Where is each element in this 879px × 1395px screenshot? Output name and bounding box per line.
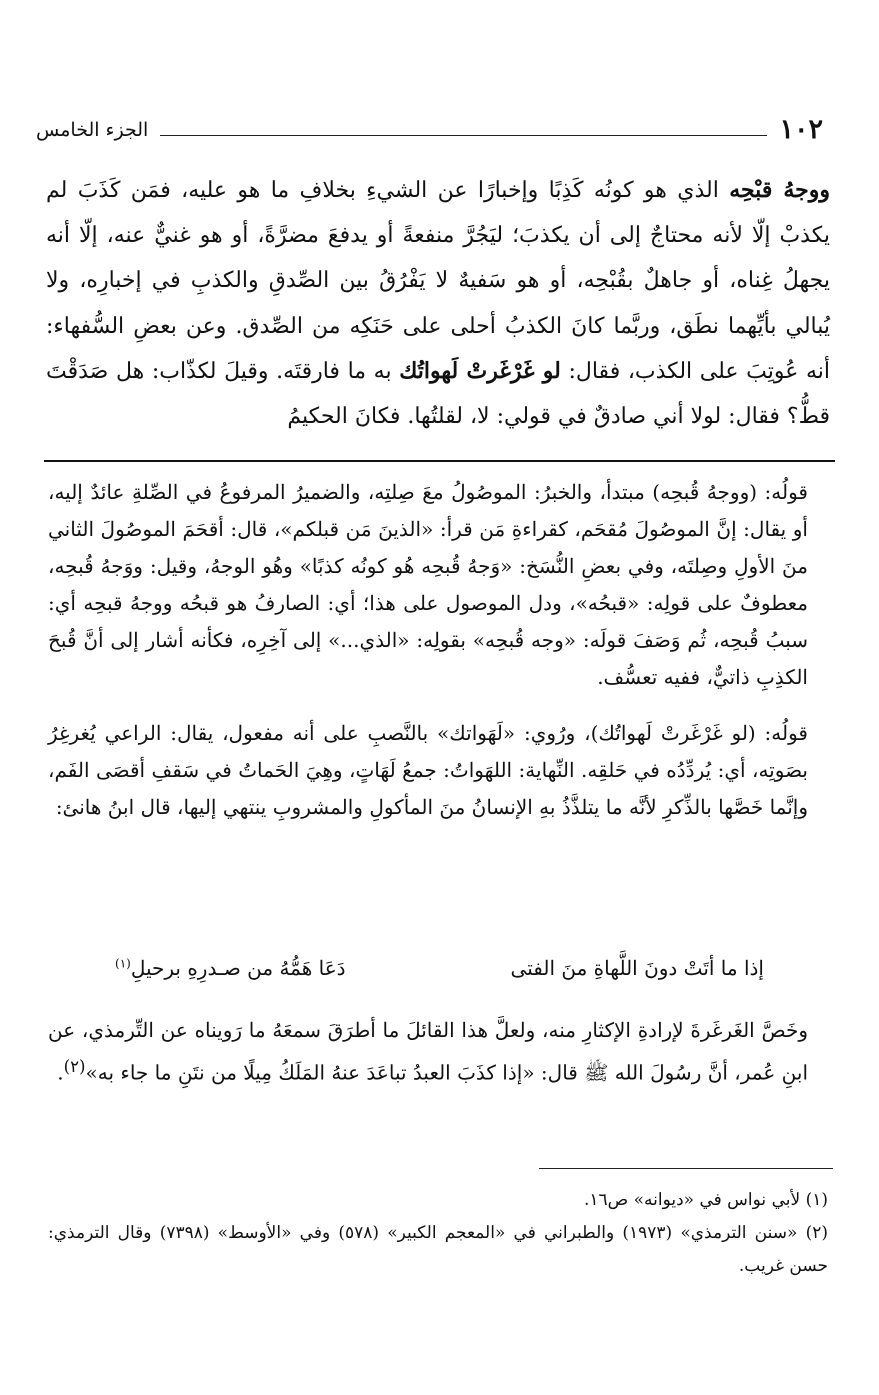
commentary-block	[48, 474, 828, 826]
footnote-marker-2: (٢)	[63, 1056, 86, 1076]
main-text-part-1: الذي هو كونُه كَذِبًا وإخبارًا عن الشيءِ بخلافِ ما هو عليه، فمَن كَذَبَ لم يكذبْ إلّا لأنه محتاجٌ إلى أن يكذبَ؛ ليَجُرَّ منفعةً أو يدفعَ مضرَّةً، أو هو غنيٌّ عنه، إلّا أنه يجهلُ غِناه، أو جاهلٌ بقُبْحِه، أو هو سَفيهٌ لا يَفْرُقُ بين الصِّدقِ والكذبِ في إخبارِه، ولا يُبالي بأيِّهما نطَق، وربَّما كانَ الكذبُ أحلى على حَنَكِه من الصِّدق. وعن بعضِ السُّفهاء: أنه عُوتِبَ على الكذب، فقال:	[46, 178, 830, 384]
verse-first-hemistich: إذا ما أتَتْ دونَ اللَّهاةِ منَ الفتى	[510, 956, 764, 980]
page-header	[36, 112, 823, 148]
main-text-lead: ووجهُ قبْحِه	[729, 177, 830, 203]
footnotes	[48, 1184, 828, 1283]
header-rule	[160, 135, 767, 136]
footnote-text: «سنن الترمذي» (١٩٧٣) والطبراني في «المعجم الكبير» (٥٧٨) وفي «الأوسط» (٧٣٩٨) وقال الترمذي: حسن غريب.	[48, 1223, 828, 1276]
footnote-2	[48, 1217, 828, 1283]
footnote-number: (١)	[805, 1190, 828, 1210]
commentary-paragraph-2: قولُه: (لو غَرْغَرتْ لَهواتُك)، ورُوي: «لَهَواتك» بالنَّصبِ على أنه مفعول، يقال: الراعي يُغرغِرُ بصَوتِه، أي: يُردِّدُه في حَلقِه. النِّهاية: اللهَواتُ: جمعُ لَهَاتٍ، وهِيَ الحَماتُ في سَقفِ أقصَى الفَم، وإنَّما خَصَّها بالذِّكرِ لأنَّه ما يتلذَّذُ بهِ الإنسانُ منَ المأكولِ والمشروبِ ينتهي إليها، قال ابنُ هانئ:	[48, 721, 808, 820]
poetry-verse	[60, 948, 819, 988]
footnote-marker-1: (١)	[115, 956, 131, 971]
commentary-paragraph-1: قولُه: (ووجهُ قُبحِه) مبتدأ، والخبرُ: الموصُولُ معَ صِلتِه، والضميرُ المرفوعُ في الصِّلةِ عائدٌ إليه، أو يقال: إنَّ الموصُولَ مُقحَم، كقراءةِ مَن قرأ: «الذينَ مَن قبلكم»، قال: أقحَمَ الموصُولَ الثاني منَ الأولِ وصِلتَه، وفي بعضِ النُّسَخ: «وَجهُ قُبحِه هُو كونُه كذبًا» وهُو الوجهُ، وقيل: ووَجهُ قُبحِه، معطوفٌ على قولِه: «قبحُه»، ودل الموصول على هذا؛ أي: الصارفُ هو قبحُه ووجهُ قبحِه أي: سببُ قُبحِه، ثُم وَصَفَ قولَه: «وجه قُبحِه» بقولِه: «الذي...» إلى آخِرِه، فكأنه أشار إلى أنَّ قُبحَ الكذِبِ ذاتيٌّ، ففيه تعسُّف.	[48, 480, 808, 689]
footnote-text: لأبي نواس في «ديوانه» ص١٦.	[583, 1190, 801, 1210]
page-number: ١٠٢	[779, 114, 823, 145]
footnote-number: (٢)	[805, 1223, 828, 1243]
verse-second-hemistich	[60, 948, 401, 988]
main-text-bold-quote: لو غَرْغَرتْ لَهواتُك	[399, 357, 561, 384]
commentary-paragraph-3-end: .	[57, 1060, 64, 1085]
footnote-divider	[539, 1168, 833, 1169]
footnote-1	[48, 1184, 828, 1217]
main-text	[46, 168, 830, 439]
verse-second-text: دَعَا هَمُّهُ من صـدرِهِ برحيلِ	[130, 956, 346, 980]
main-text-part-2: به ما فارقتَه. وقيلَ لكذّاب: هل صَدَقْتَ قطُّ؟ فقال: لولا أني صادقٌ في قولي: لا، لقلتُها. فكانَ الحكيمُ	[46, 358, 830, 430]
commentary-paragraph-3	[48, 1012, 828, 1091]
running-head: الجزء الخامس	[36, 119, 149, 141]
commentary-paragraph-3-text: وخَصَّ الغَرغَرةَ لإرادةِ الإكثارِ منه، ولعلَّ هذا القائلَ ما أطرَقَ سمعَهُ ما رَويناه عن التِّرمذي، عن ابنِ عُمر، أنَّ رسُولَ الله ﷺ قال: «إذا كذَبَ العبدُ تباعَدَ عنهُ المَلَكُ مِيلًا من نتَنِ ما جاء به»	[48, 1018, 808, 1085]
commentary-block-after-verse	[48, 1012, 828, 1091]
commentary-divider	[44, 460, 835, 462]
